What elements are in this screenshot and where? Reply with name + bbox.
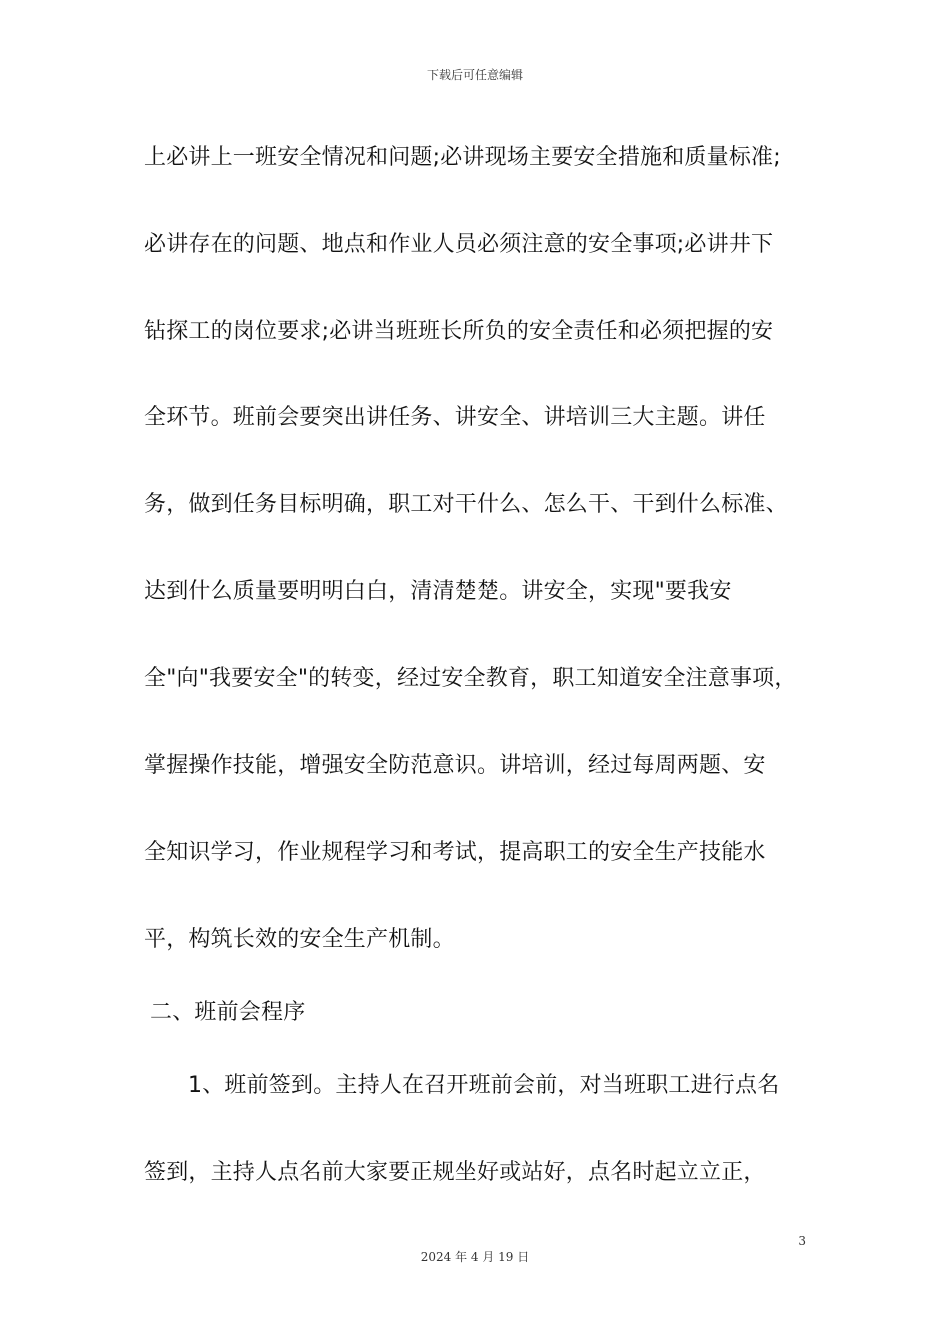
paragraph-line-6: 达到什么质量要明明白白，清清楚楚。讲安全，实现"要我安 — [144, 579, 732, 604]
paragraph-line-1: 上必讲上一班安全情况和问题;必讲现场主要安全措施和质量标准; — [144, 145, 781, 170]
paragraph-line-8: 掌握操作技能，增强安全防范意识。讲培训，经过每周两题、安 — [144, 753, 766, 778]
item-line-2: 签到，主持人点名前大家要正规坐好或站好，点名时起立立正， — [144, 1160, 766, 1185]
item-line-1: 1、班前签到。主持人在召开班前会前，对当班职工进行点名 — [188, 1073, 780, 1098]
paragraph-line-4: 全环节。班前会要突出讲任务、讲安全、讲培训三大主题。讲任 — [144, 405, 766, 430]
paragraph-line-9: 全知识学习，作业规程学习和考试，提高职工的安全生产技能水 — [144, 840, 766, 865]
footer-date: 2024 年 4 月 19 日 — [420, 1250, 530, 1264]
page-header: 下载后可任意编辑 — [426, 68, 523, 82]
paragraph-line-10: 平，构筑长效的安全生产机制。 — [144, 927, 455, 952]
paragraph-line-2: 必讲存在的问题、地点和作业人员必须注意的安全事项;必讲井下 — [144, 232, 774, 257]
section-heading: 二、班前会程序 — [150, 1000, 306, 1025]
page-number: 3 — [798, 1234, 806, 1248]
paragraph-line-3: 钻探工的岗位要求;必讲当班班长所负的安全责任和必须把握的安 — [144, 319, 774, 344]
paragraph-line-5: 务，做到任务目标明确，职工对干什么、怎么干、干到什么标准、 — [144, 492, 788, 517]
paragraph-line-7: 全"向"我要安全"的转变，经过安全教育，职工知道安全注意事项， — [144, 666, 797, 691]
